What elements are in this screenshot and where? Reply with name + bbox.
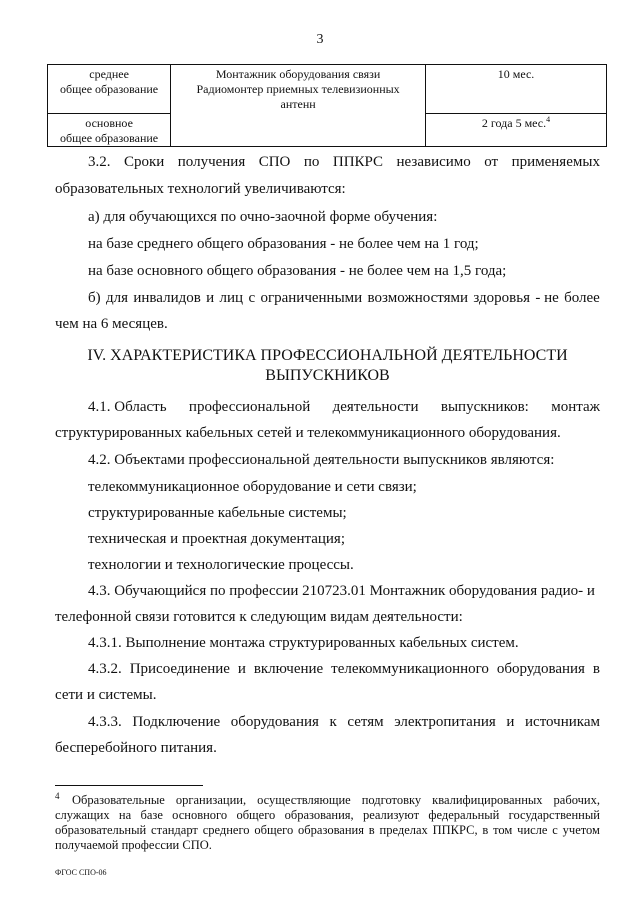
word: и <box>506 714 515 730</box>
word: Образовательные <box>72 793 165 807</box>
paragraph-4-1-line2: структурированных кабельных сетей и телекоммуникационного оборудования. <box>55 425 561 441</box>
word: от <box>484 154 499 170</box>
education-level-cell <box>48 65 171 114</box>
word: б) <box>88 290 101 306</box>
word: профессиональной <box>188 399 311 415</box>
word: подготовку <box>361 793 422 807</box>
object-item: структурированные кабельные системы; <box>88 505 347 521</box>
page-number: 3 <box>316 32 324 47</box>
word: оборудования <box>230 714 319 730</box>
word: независимо <box>396 154 471 170</box>
word: Подключение <box>132 714 221 730</box>
object-item: технологии и технологические процессы. <box>88 557 354 573</box>
word: Сроки <box>123 154 165 170</box>
paragraph-4-1-line1 <box>55 399 600 416</box>
object-item: техническая и проектная документация; <box>88 531 345 547</box>
footnote-line <box>72 793 600 808</box>
word: - не <box>535 290 559 306</box>
footnote-line <box>55 823 600 838</box>
word: источникам <box>525 714 600 730</box>
word: СПО <box>258 154 291 170</box>
word: здоровья <box>473 290 530 306</box>
word: возможностями <box>367 290 469 306</box>
word: общего <box>236 808 276 822</box>
word: по <box>303 154 320 170</box>
footnote-body <box>55 793 600 853</box>
word: пределах <box>379 823 428 837</box>
profession-cell <box>171 65 426 147</box>
word: 4.3.3. <box>88 714 122 730</box>
word: служащих <box>55 808 110 822</box>
word: общего <box>254 823 294 837</box>
word: ограниченными <box>260 290 363 306</box>
profession-line: антенн <box>280 97 316 111</box>
word: ППКРС <box>332 154 384 170</box>
paragraph-4-3-2-line1 <box>55 661 600 678</box>
word: телекоммуникационного <box>331 661 489 677</box>
footnote-reference: 4 <box>546 115 551 124</box>
profession-line: Радиомонтер приемных телевизионных <box>196 82 400 96</box>
paragraph-3-2-item-b-line2: чем на 6 месяцев. <box>55 316 168 332</box>
footnote-line <box>55 808 600 823</box>
word: в <box>368 823 375 837</box>
word: учетом <box>562 823 600 837</box>
word: лиц <box>219 290 244 306</box>
education-level-line: основное <box>85 116 133 130</box>
paragraph-3-2-item-b-line1 <box>55 290 600 307</box>
paragraph-4-3-3-line1 <box>55 714 600 731</box>
word: среднего <box>202 823 250 837</box>
word: государственный <box>508 808 600 822</box>
word: реализуют <box>362 808 420 822</box>
section-iv-heading <box>55 346 600 386</box>
word: Присоединение <box>129 661 230 677</box>
word: с <box>552 823 558 837</box>
paragraph-4-3-1: 4.3.1. Выполнение монтажа структурированных кабельных систем. <box>88 635 519 651</box>
paragraph-4-2: 4.2. Объектами профессиональной деятельности выпускников являются: <box>88 452 555 468</box>
word: том <box>493 823 513 837</box>
education-level-line: общее образование <box>60 82 159 96</box>
duration-cell <box>426 114 607 147</box>
footnote-number: 4 <box>55 791 60 801</box>
word: применяемых <box>511 154 600 170</box>
word: ППКРС, <box>432 823 478 837</box>
word: сетям <box>347 714 384 730</box>
word: образования <box>298 823 364 837</box>
duration-value: 10 мес. <box>497 67 535 81</box>
word: организации, <box>175 793 247 807</box>
object-item: телекоммуникационное оборудование и сети связи; <box>88 479 417 495</box>
footer-code: ФГОС СПО-06 <box>55 868 107 877</box>
word: стандарт <box>151 823 198 837</box>
word: с <box>248 290 256 306</box>
education-level-line: среднее <box>89 67 129 81</box>
word: осуществляющие <box>257 793 351 807</box>
word: и <box>237 661 246 677</box>
paragraph-3-2-base-basic: на базе основного общего образования - не более чем на 1,5 года; <box>88 263 507 279</box>
paragraph-4-3-line2: телефонной связи готовится к следующим видам деятельности: <box>55 609 463 625</box>
word: в <box>482 823 489 837</box>
word: 4.3.2. <box>88 661 122 677</box>
education-level-cell <box>48 114 171 147</box>
paragraph-4-3-line1: 4.3. Обучающийся по профессии 210723.01 Монтажник оборудования радио- и <box>88 583 595 599</box>
paragraph-4-3-2-line2: сети и системы. <box>55 687 157 703</box>
heading-line: IV. ХАРАКТЕРИСТИКА ПРОФЕССИОНАЛЬНОЙ ДЕЯТЕЛЬНОСТИ <box>87 347 568 364</box>
profession-line: Монтажник оборудования связи <box>215 67 381 81</box>
paragraph-3-2-item-a: а) для обучающихся по очно-заочной форме обучения: <box>88 209 438 225</box>
duration-table <box>47 64 607 147</box>
word: для <box>105 290 129 306</box>
word: базе <box>140 808 163 822</box>
paragraph-3-2-base-secondary: на базе среднего общего образования - не более чем на 1 год; <box>88 236 479 252</box>
word: деятельности <box>332 399 419 415</box>
footnote-line <box>55 838 600 853</box>
heading-line: ВЫПУСКНИКОВ <box>265 367 390 384</box>
word: включение <box>253 661 324 677</box>
word: монтаж <box>551 399 600 415</box>
word: 4.1. Область <box>88 399 167 415</box>
word: рабочих, <box>553 793 600 807</box>
education-level-line: общее образование <box>60 131 159 145</box>
word: к <box>329 714 337 730</box>
word: получения <box>177 154 246 170</box>
duration-value: 2 года 5 мес. <box>481 116 547 130</box>
paragraph-4-3-3-line2: бесперебойного питания. <box>55 740 217 756</box>
duration-cell <box>426 65 607 114</box>
word: федеральный <box>428 808 500 822</box>
word: выпускников: <box>440 399 529 415</box>
word: 3.2. <box>88 154 111 170</box>
table-row <box>48 65 607 114</box>
word: квалифицированных <box>432 793 543 807</box>
word: числе <box>517 823 548 837</box>
word: на <box>118 808 132 822</box>
footnote <box>55 793 600 853</box>
footnote-divider <box>55 785 203 786</box>
word: инвалидов <box>133 290 201 306</box>
word: оборудования <box>496 661 585 677</box>
word: образования, <box>284 808 354 822</box>
word: в <box>592 661 600 677</box>
paragraph-3-2-line1 <box>55 154 600 171</box>
paragraph-3-2-line2: образовательных технологий увеличиваются: <box>55 181 346 197</box>
word: основного <box>172 808 228 822</box>
word: электропитания <box>394 714 496 730</box>
word: образовательный <box>55 823 147 837</box>
word: и <box>206 290 215 306</box>
word: получаемой профессии СПО. <box>55 838 212 852</box>
word: более <box>564 290 600 306</box>
